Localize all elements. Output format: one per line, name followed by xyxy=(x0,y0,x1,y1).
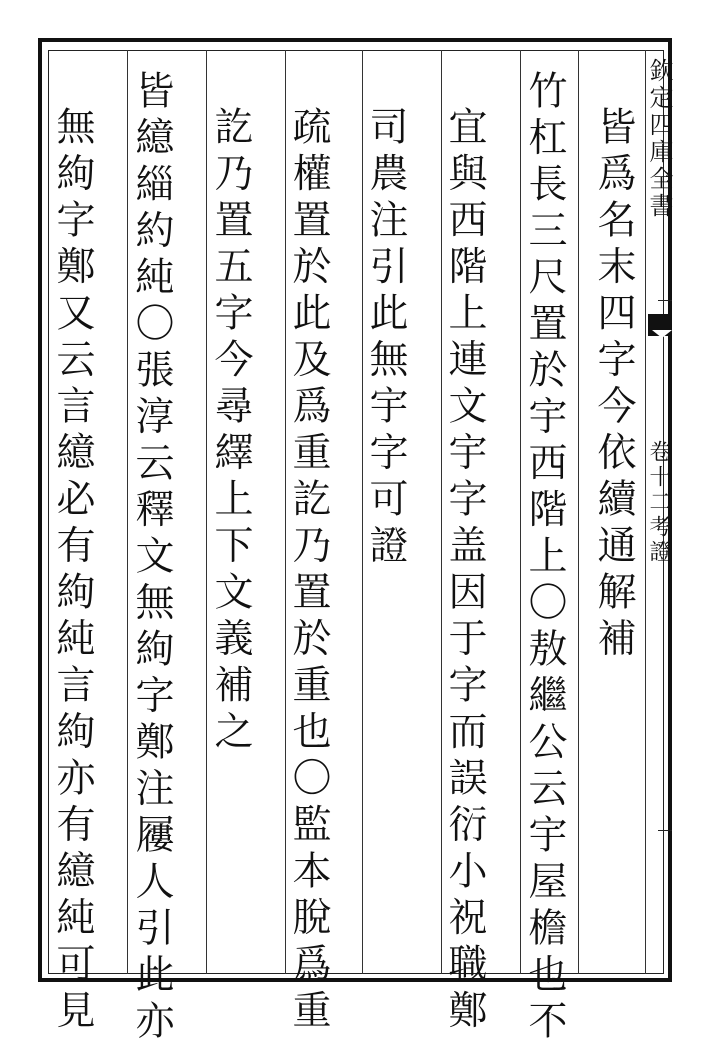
column-rule xyxy=(520,50,521,974)
text-column-1: 皆爲名末四字今依續通解補 xyxy=(591,106,636,664)
margin-book-title: 欽定四庫全書 xyxy=(645,58,673,220)
column-rule xyxy=(127,50,128,974)
text-column-8: 無絇字鄭又云言繶必有絇純言絇亦有繶純可見 xyxy=(50,106,95,1036)
text-column-5: 疏權置於此及爲重訖乃置於重也〇監本脫爲重 xyxy=(286,106,331,1036)
fish-tail-notch xyxy=(652,330,672,338)
text-column-2: 竹杠長三尺置於宇西階上〇敖繼公云宇屋檐也不 xyxy=(522,70,567,1047)
text-column-4: 司農注引此無宇字可證 xyxy=(363,106,408,571)
text-column-7: 皆繶緇約純〇張淳云釋文無絇字鄭注屨人引此亦 xyxy=(129,70,174,1047)
text-column-3: 宜與西階上連文宇字盖因于字而誤衍小祝職鄭 xyxy=(442,106,487,1036)
text-column-6: 訖乃置五字今尋繹上下文義補之 xyxy=(208,106,253,757)
column-rule xyxy=(206,50,207,974)
column-rule xyxy=(578,50,579,974)
margin-rule xyxy=(658,830,672,831)
margin-volume: 卷十二考證 xyxy=(646,440,671,565)
margin-rule xyxy=(658,300,672,301)
